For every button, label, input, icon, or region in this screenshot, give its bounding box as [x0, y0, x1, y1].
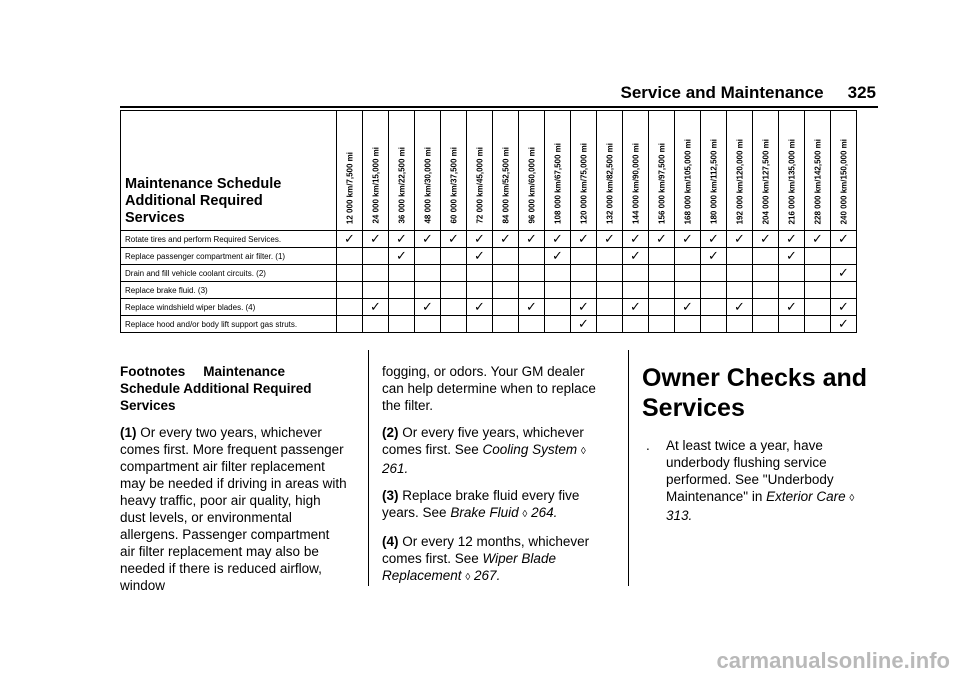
interval-label: 156 000 km/97,500 mi: [657, 143, 666, 224]
footnotes-title-a: Footnotes: [120, 364, 186, 379]
page-ref-icon: ◊: [580, 446, 586, 457]
interval-header: [363, 111, 389, 231]
empty-cell: [649, 248, 675, 265]
table-row: [121, 265, 857, 282]
interval-header: [779, 111, 805, 231]
check-mark-icon: ✓: [779, 248, 805, 265]
empty-cell: [597, 265, 623, 282]
interval-label: 12 000 km/7,500 mi: [345, 151, 354, 224]
table-title-line: Services: [125, 210, 185, 226]
empty-cell: [779, 282, 805, 299]
empty-cell: [519, 265, 545, 282]
empty-cell: [675, 282, 701, 299]
footnotes-column: [120, 363, 348, 604]
empty-cell: [753, 316, 779, 333]
empty-cell: [675, 248, 701, 265]
empty-cell: [597, 299, 623, 316]
interval-label: 60 000 km/37,500 mi: [449, 147, 458, 224]
interval-label: 72 000 km/45,000 mi: [475, 147, 484, 224]
empty-cell: [805, 265, 831, 282]
interval-header: [493, 111, 519, 231]
empty-cell: [467, 282, 493, 299]
interval-header: [415, 111, 441, 231]
check-mark-icon: ✓: [831, 299, 857, 316]
exterior-care-link[interactable]: Exterior Care: [766, 489, 846, 504]
empty-cell: [597, 248, 623, 265]
table-title-line: Maintenance Schedule: [125, 176, 282, 192]
empty-cell: [441, 299, 467, 316]
check-mark-icon: ✓: [337, 231, 363, 248]
check-mark-icon: ✓: [389, 248, 415, 265]
table-row: [121, 299, 857, 316]
owner-checks-heading: Owner Checks and Services: [642, 364, 868, 422]
empty-cell: [805, 316, 831, 333]
footnote-label: (2): [382, 425, 399, 440]
table-title: [121, 111, 337, 231]
page-ref-icon: ◊: [465, 572, 471, 583]
interval-header: [337, 111, 363, 231]
empty-cell: [805, 299, 831, 316]
empty-cell: [363, 248, 389, 265]
check-mark-icon: ✓: [519, 299, 545, 316]
check-mark-icon: ✓: [545, 248, 571, 265]
task-cell: Replace hood and/or body lift support gas struts.: [121, 316, 337, 333]
interval-label: 132 000 km/82,500 mi: [605, 143, 614, 224]
check-mark-icon: ✓: [571, 316, 597, 333]
empty-cell: [675, 316, 701, 333]
empty-cell: [779, 316, 805, 333]
check-mark-icon: ✓: [727, 299, 753, 316]
empty-cell: [701, 299, 727, 316]
empty-cell: [545, 265, 571, 282]
empty-cell: [831, 282, 857, 299]
maintenance-schedule-table: [120, 110, 857, 333]
interval-header: [597, 111, 623, 231]
check-mark-icon: ✓: [415, 299, 441, 316]
empty-cell: [597, 316, 623, 333]
empty-cell: [389, 316, 415, 333]
page-ref[interactable]: 313: [666, 508, 689, 523]
footnote-label: (1): [120, 425, 137, 440]
empty-cell: [649, 316, 675, 333]
check-mark-icon: ✓: [467, 231, 493, 248]
task-cell: Drain and fill vehicle coolant circuits. (2): [121, 265, 337, 282]
empty-cell: [493, 316, 519, 333]
interval-label: 84 000 km/52,500 mi: [501, 147, 510, 224]
check-mark-icon: ✓: [831, 265, 857, 282]
watermark: carmanualsonline.info: [716, 648, 950, 673]
page-ref-icon: ◊: [522, 509, 528, 520]
check-mark-icon: ✓: [467, 248, 493, 265]
check-mark-icon: ✓: [675, 299, 701, 316]
interval-header: [623, 111, 649, 231]
footnote-label: (4): [382, 534, 399, 549]
footnotes-title-b: Maintenance Schedule Additional Required Services: [120, 364, 312, 413]
interval-header: [675, 111, 701, 231]
interval-label: 204 000 km/127,500 mi: [761, 138, 770, 224]
task-cell: Rotate tires and perform Required Services.: [121, 231, 337, 248]
empty-cell: [493, 248, 519, 265]
empty-cell: [805, 282, 831, 299]
empty-cell: [363, 316, 389, 333]
column-divider: [368, 350, 369, 586]
empty-cell: [337, 299, 363, 316]
check-mark-icon: ✓: [571, 299, 597, 316]
empty-cell: [727, 282, 753, 299]
check-mark-icon: ✓: [545, 231, 571, 248]
bullet-icon: .: [646, 438, 650, 453]
empty-cell: [649, 282, 675, 299]
brake-fluid-link[interactable]: Brake Fluid: [450, 505, 519, 520]
footnote-text: Or every five years, whichever comes first. See: [382, 425, 584, 457]
footnote-1: [120, 424, 348, 594]
empty-cell: [597, 282, 623, 299]
page-ref[interactable]: 261: [382, 461, 405, 476]
interval-label: 120 000 km/75,000 mi: [579, 143, 588, 224]
interval-label: 48 000 km/30,000 mi: [423, 147, 432, 224]
check-mark-icon: ✓: [701, 231, 727, 248]
owner-checks-column: [642, 363, 878, 524]
check-mark-icon: ✓: [389, 231, 415, 248]
empty-cell: [623, 316, 649, 333]
check-mark-icon: ✓: [831, 316, 857, 333]
empty-cell: [779, 265, 805, 282]
interval-header: [467, 111, 493, 231]
empty-cell: [389, 282, 415, 299]
empty-cell: [363, 282, 389, 299]
interval-label: 36 000 km/22,500 mi: [397, 147, 406, 224]
empty-cell: [701, 282, 727, 299]
table-row: [121, 248, 857, 265]
empty-cell: [493, 265, 519, 282]
footnote-label: (3): [382, 488, 399, 503]
empty-cell: [727, 316, 753, 333]
empty-cell: [493, 299, 519, 316]
empty-cell: [623, 265, 649, 282]
interval-header: [519, 111, 545, 231]
interval-header: [441, 111, 467, 231]
interval-label: 96 000 km/60,000 mi: [527, 147, 536, 224]
interval-header: [831, 111, 857, 231]
check-mark-icon: ✓: [493, 231, 519, 248]
empty-cell: [415, 248, 441, 265]
empty-cell: [519, 248, 545, 265]
empty-cell: [545, 316, 571, 333]
check-mark-icon: ✓: [753, 231, 779, 248]
footnote-3: (3) Replace brake fluid every five years. See Brake Fluid ◊ 264.: [382, 488, 580, 520]
footnote-text: Or every 12 months, whichever comes first. See: [382, 534, 590, 566]
table-row: [121, 316, 857, 333]
interval-label: 180 000 km/112,500 mi: [709, 139, 718, 224]
empty-cell: [727, 265, 753, 282]
interval-header: [545, 111, 571, 231]
empty-cell: [363, 265, 389, 282]
empty-cell: [337, 316, 363, 333]
empty-cell: [701, 265, 727, 282]
empty-cell: [467, 316, 493, 333]
check-mark-icon: ✓: [701, 248, 727, 265]
interval-label: 168 000 km/105,000 mi: [683, 138, 692, 224]
interval-label: 192 000 km/120,000 mi: [735, 138, 744, 224]
empty-cell: [519, 316, 545, 333]
empty-cell: [649, 265, 675, 282]
interval-header: [753, 111, 779, 231]
empty-cell: [571, 282, 597, 299]
empty-cell: [519, 282, 545, 299]
empty-cell: [675, 265, 701, 282]
empty-cell: [389, 299, 415, 316]
empty-cell: [649, 299, 675, 316]
check-mark-icon: ✓: [675, 231, 701, 248]
table-row: [121, 282, 857, 299]
empty-cell: [545, 299, 571, 316]
table-row: [121, 231, 857, 248]
empty-cell: [831, 248, 857, 265]
footnote-text: Replace brake fluid every five years. See: [382, 488, 580, 520]
empty-cell: [415, 265, 441, 282]
interval-header: [571, 111, 597, 231]
cooling-system-link[interactable]: Cooling System: [482, 442, 578, 457]
empty-cell: [389, 265, 415, 282]
empty-cell: [805, 248, 831, 265]
interval-label: 240 000 km/150,000 mi: [839, 138, 848, 224]
list-item: [642, 437, 878, 524]
section-title: Service and Maintenance: [620, 83, 824, 102]
empty-cell: [545, 282, 571, 299]
check-mark-icon: ✓: [623, 248, 649, 265]
interval-label: 228 000 km/142,500 mi: [813, 138, 822, 224]
footnote-4: (4) Or every 12 months, whichever comes first. See Wiper Blade Replacement ◊ 267.: [382, 534, 590, 583]
interval-header: [727, 111, 753, 231]
empty-cell: [571, 248, 597, 265]
empty-cell: [623, 282, 649, 299]
footnotes-title: [120, 363, 348, 414]
interval-label: 216 000 km/135,000 mi: [787, 138, 796, 224]
page-number: 325: [847, 83, 876, 102]
interval-header: [389, 111, 415, 231]
check-mark-icon: ✓: [363, 231, 389, 248]
check-mark-icon: ✓: [649, 231, 675, 248]
interval-header: [805, 111, 831, 231]
check-mark-icon: ✓: [467, 299, 493, 316]
empty-cell: [701, 316, 727, 333]
empty-cell: [467, 265, 493, 282]
page-ref[interactable]: 267: [474, 568, 497, 583]
wiper-blade-link[interactable]: Wiper Blade Replacement: [382, 551, 556, 583]
check-mark-icon: ✓: [415, 231, 441, 248]
empty-cell: [493, 282, 519, 299]
check-mark-icon: ✓: [831, 231, 857, 248]
interval-label: 144 000 km/90,000 mi: [631, 143, 640, 224]
table-body: [121, 231, 857, 333]
check-mark-icon: ✓: [597, 231, 623, 248]
check-mark-icon: ✓: [805, 231, 831, 248]
empty-cell: [441, 265, 467, 282]
interval-label: 108 000 km/67,500 mi: [553, 143, 562, 224]
empty-cell: [441, 316, 467, 333]
page-ref-icon: ◊: [849, 493, 855, 504]
interval-header: [701, 111, 727, 231]
empty-cell: [415, 316, 441, 333]
table-header-row: [121, 111, 857, 231]
check-mark-icon: ✓: [727, 231, 753, 248]
interval-header: [649, 111, 675, 231]
page-ref[interactable]: 264: [531, 505, 554, 520]
check-mark-icon: ✓: [779, 231, 805, 248]
check-mark-icon: ✓: [519, 231, 545, 248]
empty-cell: [753, 265, 779, 282]
check-mark-icon: ✓: [623, 299, 649, 316]
check-mark-icon: ✓: [779, 299, 805, 316]
column-divider: [628, 350, 629, 586]
empty-cell: [415, 282, 441, 299]
table-title-line: Additional Required: [125, 193, 263, 209]
footnote-1-continued: fogging, or odors. Your GM dealer can help determine when to replace the filter.: [382, 364, 596, 413]
check-mark-icon: ✓: [623, 231, 649, 248]
empty-cell: [337, 282, 363, 299]
footnote-2: (2) Or every five years, whichever comes first. See Cooling System ◊ 261.: [382, 425, 586, 476]
empty-cell: [753, 299, 779, 316]
header-rule: [120, 106, 878, 108]
page-header: [0, 83, 876, 103]
empty-cell: [337, 265, 363, 282]
task-cell: Replace brake fluid. (3): [121, 282, 337, 299]
check-mark-icon: ✓: [571, 231, 597, 248]
empty-cell: [753, 248, 779, 265]
check-mark-icon: ✓: [441, 231, 467, 248]
list-item-text: At least twice a year, have underbody flushing service performed. See "Underbody Maintenance" in Exterior Care ◊ 313.: [666, 438, 855, 523]
empty-cell: [753, 282, 779, 299]
empty-cell: [441, 282, 467, 299]
empty-cell: [727, 248, 753, 265]
interval-label: 24 000 km/15,000 mi: [371, 147, 380, 224]
empty-cell: [571, 265, 597, 282]
task-cell: Replace passenger compartment air filter. (1): [121, 248, 337, 265]
footnotes-column-2: [382, 363, 610, 596]
footnote-text: Or every two years, whichever comes first. More frequent passenger compartment air filter replacement may be needed if driving in areas with heavy traffic, poor air quality, high dust levels, or environmental allergens. Passenger compartment air filter replacement may also be needed if there is reduced airflow, window: [120, 425, 347, 593]
task-cell: Replace windshield wiper blades. (4): [121, 299, 337, 316]
empty-cell: [441, 248, 467, 265]
empty-cell: [337, 248, 363, 265]
check-mark-icon: ✓: [363, 299, 389, 316]
